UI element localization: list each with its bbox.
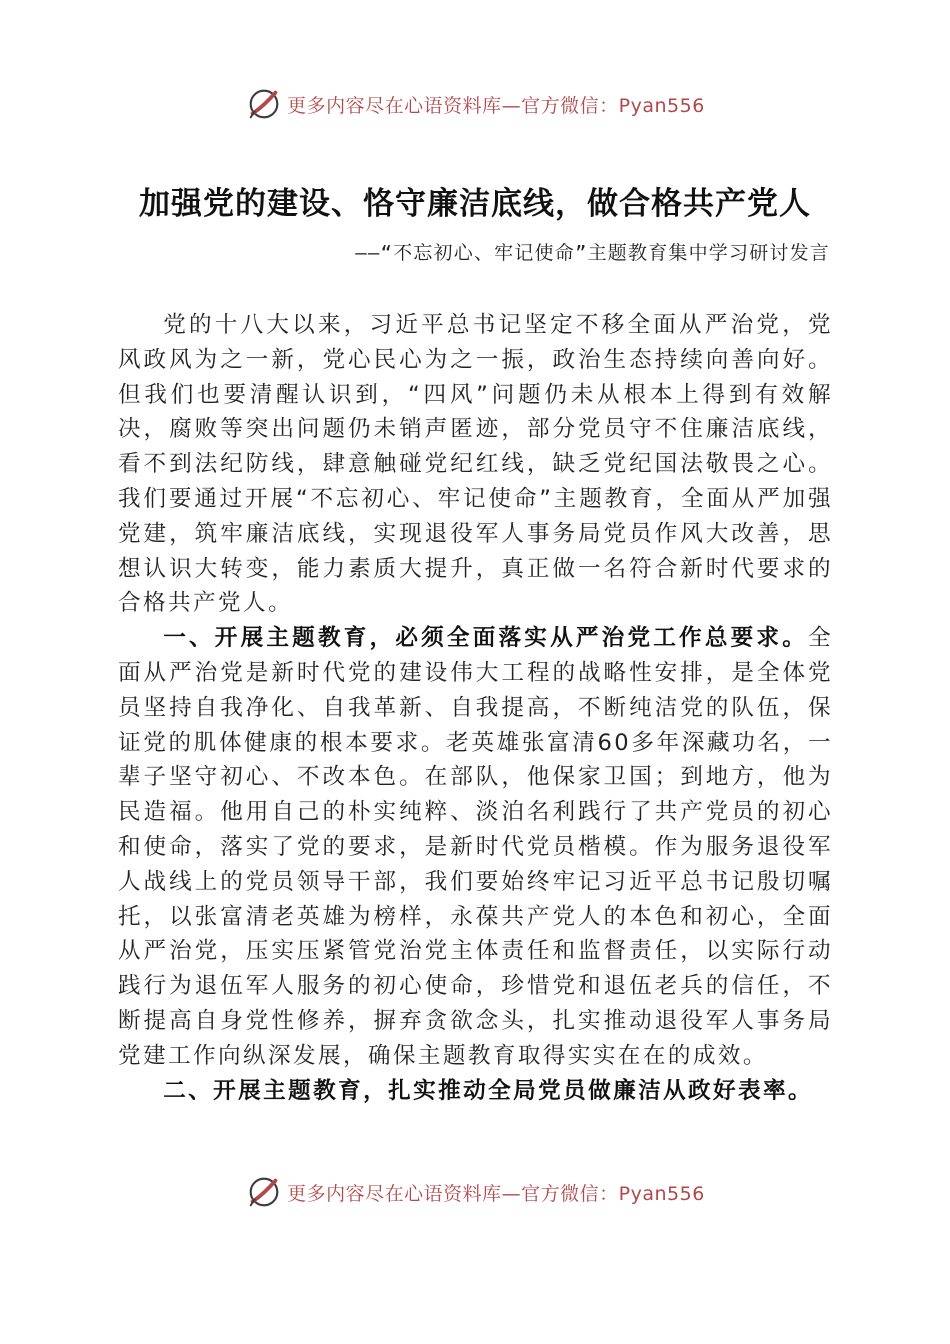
watermark-bottom (0, 1172, 950, 1212)
document-title: 加强党的建设、恪守廉洁底线，做合格共产党人 (139, 186, 811, 222)
paragraph-lead: 二、开展主题教育，扎实推动全局党员做廉洁从政好表率。 (163, 1077, 814, 1104)
paragraph-text: 党的十八大以来，习近平总书记坚定不移全面从严治党，党风政风为之一新，党心民心为之一振，政治生态持续向善向好。但我们也要清醒认识到，“四风”问题仍未从根本上得到有效解决，腐败等突出问题仍未销声匿迹，部分党员守不住廉洁底线，看不到法纪防线，肆意触碰党纪红线，缺乏党纪国法敬畏之心。我们要通过开展“不忘初心、牢记使命”主题教育，全面从严加强党建，筑牢廉洁底线，实现退役军人事务局党员作风大改善，思想认识大转变，能力素质大提升，真正做一名符合新时代要求的合格共产党人。 (118, 312, 833, 617)
paragraph (118, 1074, 833, 1109)
document-subtitle: ——“不忘初心、牢记使命”主题教育集中学习研讨发言 (355, 242, 830, 264)
paragraph (118, 621, 833, 1073)
paragraph (118, 308, 833, 621)
brush-pen-logo-icon (245, 85, 283, 123)
brush-pen-logo-icon (245, 1173, 283, 1211)
paragraph-text: 全面从严治党是新时代党的建设伟大工程的战略性安排，是全体党员坚持自我净化、自我革新、自我提高，不断纯洁党的队伍，保证党的肌体健康的根本要求。老英雄张富清60多年深藏功名，一辈子坚守初心、不改本色。在部队，他保家卫国；到地方，他为民造福。他用自己的朴实纯粹、淡泊名利践行了共产党员的初心和使命，落实了党的要求，是新时代党员楷模。作为服务退役军人战线上的党员领导干部，我们要始终牢记习近平总书记殷切嘱托，以张富清老英雄为榜样，永葆共产党人的本色和初心，全面从严治党，压实压紧管党治党主体责任和监督责任，以实际行动践行为退伍军人服务的初心使命，珍惜党和退伍老兵的信任，不断提高自身党性修养，摒弃贪欲念头，扎实推动退役军人事务局党建工作向纵深发展，确保主题教育取得实实在在的成效。 (118, 625, 833, 1069)
document-body (118, 308, 833, 1108)
paragraph-lead: 一、开展主题教育，必须全面落实从严治党工作总要求。 (163, 625, 808, 652)
watermark-top (0, 84, 950, 124)
watermark-text: 更多内容尽在心语资料库—官方微信：Pyan556 (287, 94, 705, 117)
watermark-text: 更多内容尽在心语资料库—官方微信：Pyan556 (287, 1182, 705, 1205)
